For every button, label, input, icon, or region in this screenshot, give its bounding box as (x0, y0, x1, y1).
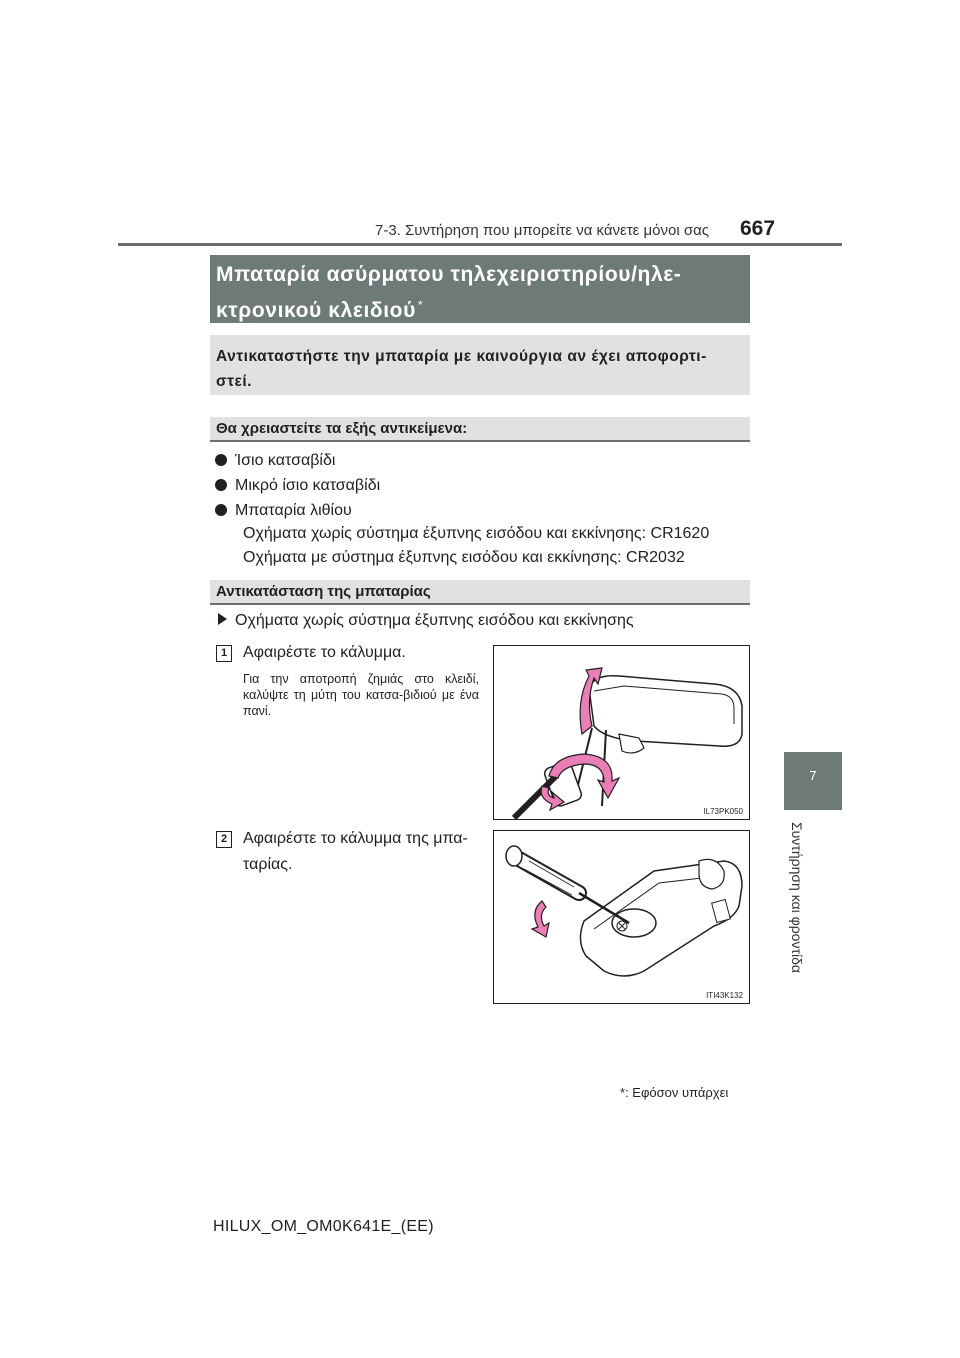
optional-mark: * (417, 298, 424, 312)
step-2-line-2: ταρίας. (243, 856, 293, 873)
items-needed-heading: Θα χρειαστείτε τα εξής αντικείμενα: (210, 417, 750, 442)
figure-code: ITI43K132 (706, 991, 743, 1000)
intro-line-1: Αντικαταστήστε την μπαταρία με καινούργια αν έχει αποφορτι- (216, 348, 707, 365)
step-1-text: Αφαιρέστε το κάλυμμα. (243, 644, 406, 661)
figure-open-cover (493, 645, 750, 820)
intro-line-2: στεί. (216, 373, 252, 390)
figure-code: IL73PK050 (703, 807, 743, 816)
bullet-text: Μικρό ίσιο κατσαβίδι (235, 477, 381, 494)
page-number: 667 (740, 217, 776, 240)
battery-type-line: Οχήματα με σύστημα έξυπνης εισόδου και εκκίνησης: CR2032 (243, 549, 685, 566)
battery-type-line: Οχήματα χωρίς σύστημα έξυπνης εισόδου και εκκίνησης: CR1620 (243, 525, 710, 542)
step-1-note: Για την αποτροπή ζημιάς στο κλειδί, καλύψτε τη μύτη του κατσα-βιδιού με ένα πανί. (243, 672, 479, 718)
intro-box (210, 335, 750, 395)
title-line-2 (216, 290, 750, 326)
step-1-badge: 1 (216, 645, 232, 662)
document-code: HILUX_OM_OM0K641E_(EE) (213, 1218, 434, 1235)
bullet-item (215, 502, 352, 520)
header-rule (118, 243, 842, 246)
variant-line (218, 612, 634, 630)
bullet-item (215, 452, 335, 470)
step-2-line-1: Αφαιρέστε το κάλυμμα της μπα- (243, 830, 468, 847)
triangle-bullet-icon (218, 613, 227, 625)
replacement-heading: Αντικατάσταση της μπαταρίας (210, 580, 750, 605)
footnote-text: : Εφόσον υπάρχει (625, 1085, 729, 1100)
step-2-text (243, 826, 468, 878)
chapter-label: Συντήρηση και φροντίδα (789, 822, 805, 973)
battery-removal-illustration (494, 831, 750, 1004)
title-line-2-text: κτρονικού κλειδιού (216, 299, 416, 322)
bullet-icon (215, 454, 227, 466)
bullet-icon (215, 504, 227, 516)
bullet-text: Ίσιο κατσαβίδι (235, 452, 336, 469)
page-title (210, 255, 750, 323)
bullet-text: Μπαταρία λιθίου (235, 502, 352, 519)
step-2-badge: 2 (216, 831, 232, 848)
variant-text: Οχήματα χωρίς σύστημα έξυπνης εισόδου και εκκίνησης (235, 612, 634, 629)
figure-battery-cover (493, 830, 750, 1004)
bullet-icon (215, 479, 227, 491)
section-header: 7-3. Συντήρηση που μπορείτε να κάνετε μόνοι σας (375, 222, 709, 239)
bullet-item (215, 477, 380, 495)
title-line-1: Μπαταρία ασύρματου τηλεχειριστηρίου/ηλε- (216, 263, 682, 286)
footnote-mark: * (620, 1085, 626, 1100)
chapter-number: 7 (809, 768, 817, 783)
key-cover-illustration (494, 646, 750, 820)
footnote (620, 1085, 728, 1100)
